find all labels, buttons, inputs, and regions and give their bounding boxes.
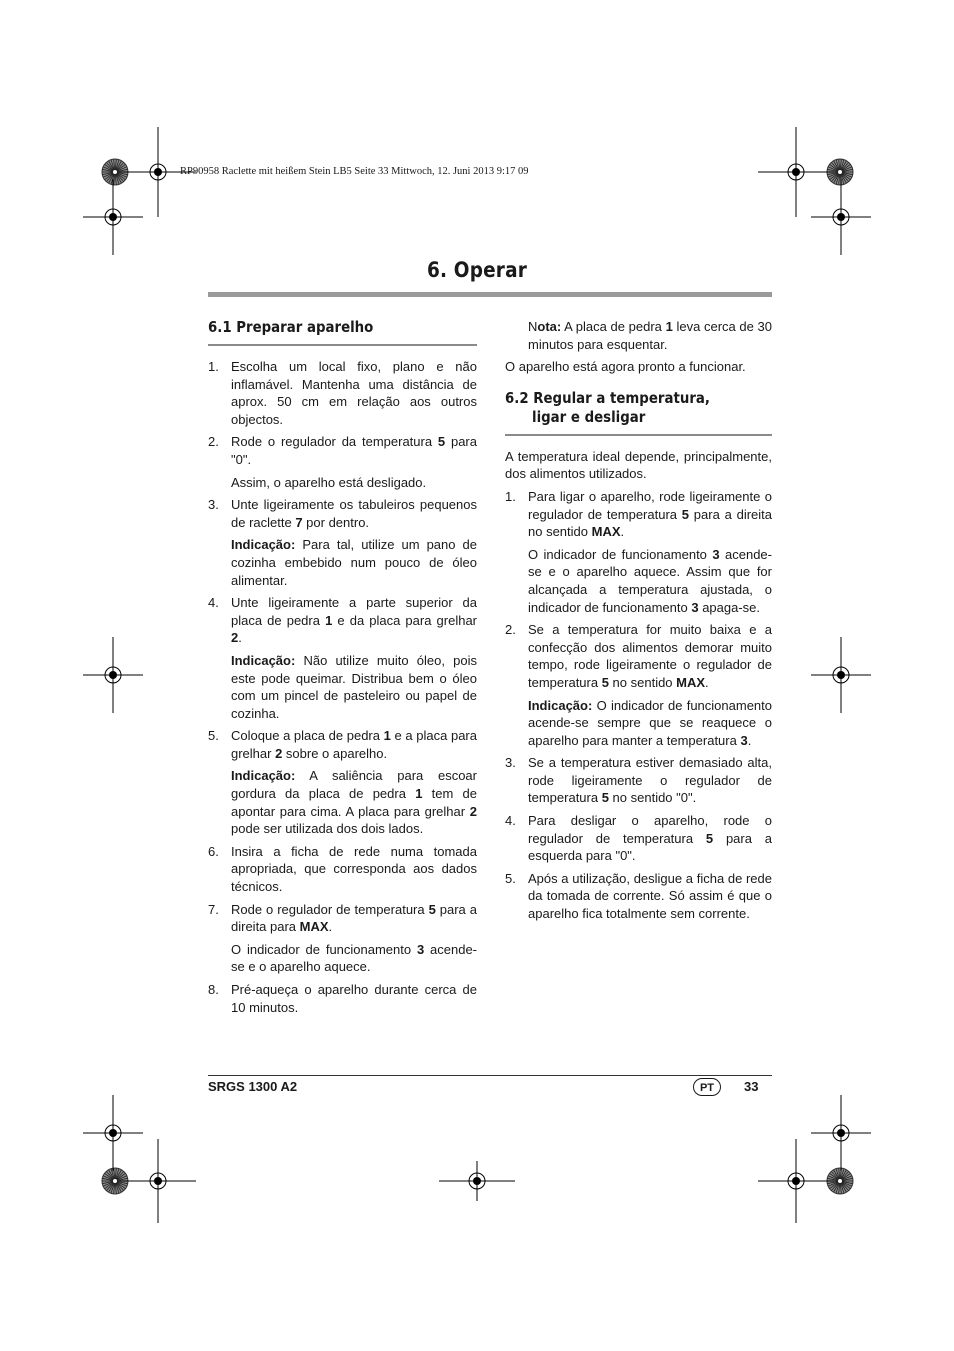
- section-2-item-text: Para ligar o aparelho, rode ligeiramente o regulador de temperatura 5 para a direita no sentido MAX.: [528, 488, 772, 540]
- footer-model: SRGS 1300 A2: [208, 1079, 298, 1094]
- section-1-item: [208, 594, 477, 647]
- right-column: [505, 318, 772, 928]
- section-2-item-note: O indicador de funcionamento 3 acende-se e o aparelho aquece. Assim que for alcançada a temperatura ajustada, o indicador de funcionamento 3 apaga-se.: [528, 546, 772, 615]
- crosshair-mark-icon: [758, 1139, 834, 1223]
- section-2-item-text: Após a utilização, desligue a ficha de rede da tomada de corrente. Só assim é que o aparelho fica totalmente sem corrente.: [528, 870, 772, 922]
- section-2-item: [505, 488, 772, 541]
- section-2-item: [505, 870, 772, 923]
- section-1-item-number: 2.: [208, 434, 219, 450]
- note-paragraph: Nota: A placa de pedra 1 leva cerca de 30 minutos para esquentar.: [528, 319, 772, 352]
- section-1-item-note: Indicação: Para tal, utilize um pano de cozinha embebido num pouco de óleo alimentar.: [231, 537, 477, 588]
- section-2-heading-line1: 6.2 Regular a temperatura,: [505, 388, 710, 407]
- section-1-item-number: 7.: [208, 901, 219, 917]
- section-1-item-note: Assim, o aparelho está desligado.: [231, 474, 427, 490]
- language-badge: PT: [693, 1078, 721, 1096]
- crosshair-mark-icon: [83, 179, 143, 255]
- section-2-heading-line2: ligar e desligar: [532, 407, 646, 426]
- section-1-item-text: Pré-aqueça o aparelho durante cerca de 10 minutos.: [231, 982, 477, 1015]
- section-1-item-text: Escolha um local fixo, plano e não inflamável. Mantenha uma distância de aprox. 50 cm em relação aos outros objectos.: [231, 359, 477, 427]
- crosshair-mark-icon: [811, 637, 871, 713]
- section-1-item-note: Indicação: A saliência para escoar gordura da placa de pedra 1 tem de apontar para cima. A placa para grelhar 2 pode ser utilizada dos dois lados.: [231, 768, 477, 837]
- section-1-rule: [208, 344, 477, 346]
- crosshair-mark-icon: [439, 1161, 515, 1201]
- section-1-item: [208, 496, 477, 531]
- section-1-item-text: Coloque a placa de pedra 1 e a placa para grelhar 2 sobre o aparelho.: [231, 728, 477, 761]
- page-number: 33: [744, 1079, 759, 1094]
- section-1-item-note: Indicação: Não utilize muito óleo, pois este pode queimar. Distribua bem o óleo com um pincel de pasteleiro ou papel de cozinha.: [231, 652, 477, 721]
- section-1-item-text: Rode o regulador de temperatura 5 para a direita para MAX.: [231, 901, 477, 935]
- section-1-item-text: Unte ligeiramente os tabuleiros pequenos de raclette 7 por dentro.: [231, 497, 477, 530]
- section-1-item: [208, 843, 477, 896]
- print-info-line: RP90958 Raclette mit heißem Stein LB5 Seite 33 Mittwoch, 12. Juni 2013 9:17 09: [180, 166, 529, 177]
- section-1-item-text: Rode o regulador da temperatura 5 para "0".: [231, 434, 477, 467]
- section-1-item: [208, 727, 477, 762]
- section-2-intro: A temperatura ideal depende, principalmente, dos alimentos utilizados.: [505, 448, 772, 482]
- section-2-item-number: 1.: [505, 488, 516, 504]
- section-1-item-note: O indicador de funcionamento 3 acende-se e o aparelho aquece.: [231, 941, 478, 975]
- section-2-list: [505, 488, 772, 923]
- section-2-item-text: Se a temperatura estiver demasiado alta, rode ligeiramente o regulador de temperatura 5 no sentido "0".: [528, 755, 772, 806]
- section-2-item-number: 2.: [505, 622, 516, 638]
- section-1-item-text: Insira a ficha de rede numa tomada apropriada, que corresponda aos dados técnicos.: [231, 843, 477, 895]
- section-2-item: [505, 812, 772, 865]
- section-2-item: [505, 621, 772, 691]
- section-2-item-number: 3.: [505, 755, 516, 771]
- crosshair-mark-icon: [83, 637, 143, 713]
- section-2-item-number: 5.: [505, 870, 516, 886]
- section-1-item: [208, 901, 477, 936]
- footer-rule: [208, 1075, 772, 1076]
- section-1-item-number: 5.: [208, 728, 219, 744]
- left-column: [208, 318, 477, 1021]
- section-2-item: [505, 754, 772, 807]
- section-1-item: [208, 433, 477, 468]
- chapter-title: 6. Operar: [426, 258, 528, 282]
- section-1-item-number: 6.: [208, 843, 219, 859]
- section-1-item-number: 1.: [208, 359, 219, 374]
- section-1-item-number: 4.: [208, 595, 219, 611]
- section-2-rule: [505, 434, 772, 436]
- section-2-item-text: Para desligar o aparelho, rode o regulador de temperatura 5 para a esquerda para "0".: [528, 813, 773, 864]
- ready-paragraph: O aparelho está agora pronto a funcionar.: [505, 359, 746, 375]
- section-2-item-note: Indicação: O indicador de funcionamento acende-se sempre que se reaquece o aparelho para manter a temperatura 3.: [528, 697, 772, 748]
- section-1-item-number: 8.: [208, 982, 219, 997]
- section-1-heading: 6.1 Preparar aparelho: [208, 318, 374, 336]
- crosshair-mark-icon: [811, 179, 871, 255]
- chapter-title-rule: [208, 292, 772, 297]
- section-1-item: [208, 358, 477, 428]
- section-2-item-number: 4.: [505, 813, 516, 829]
- section-1-item: [208, 981, 477, 1016]
- section-1-item-number: 3.: [208, 497, 219, 513]
- section-1-item-text: Unte ligeiramente a parte superior da placa de pedra 1 e da placa para grelhar 2.: [231, 595, 478, 646]
- section-2-item-text: Se a temperatura for muito baixa e a confecção dos alimentos demorar muito tempo, rode ligeiramente o regulador de temperatura 5 no sentido MAX.: [528, 622, 772, 690]
- crosshair-mark-icon: [120, 1139, 196, 1223]
- section-1-list: [208, 358, 477, 1016]
